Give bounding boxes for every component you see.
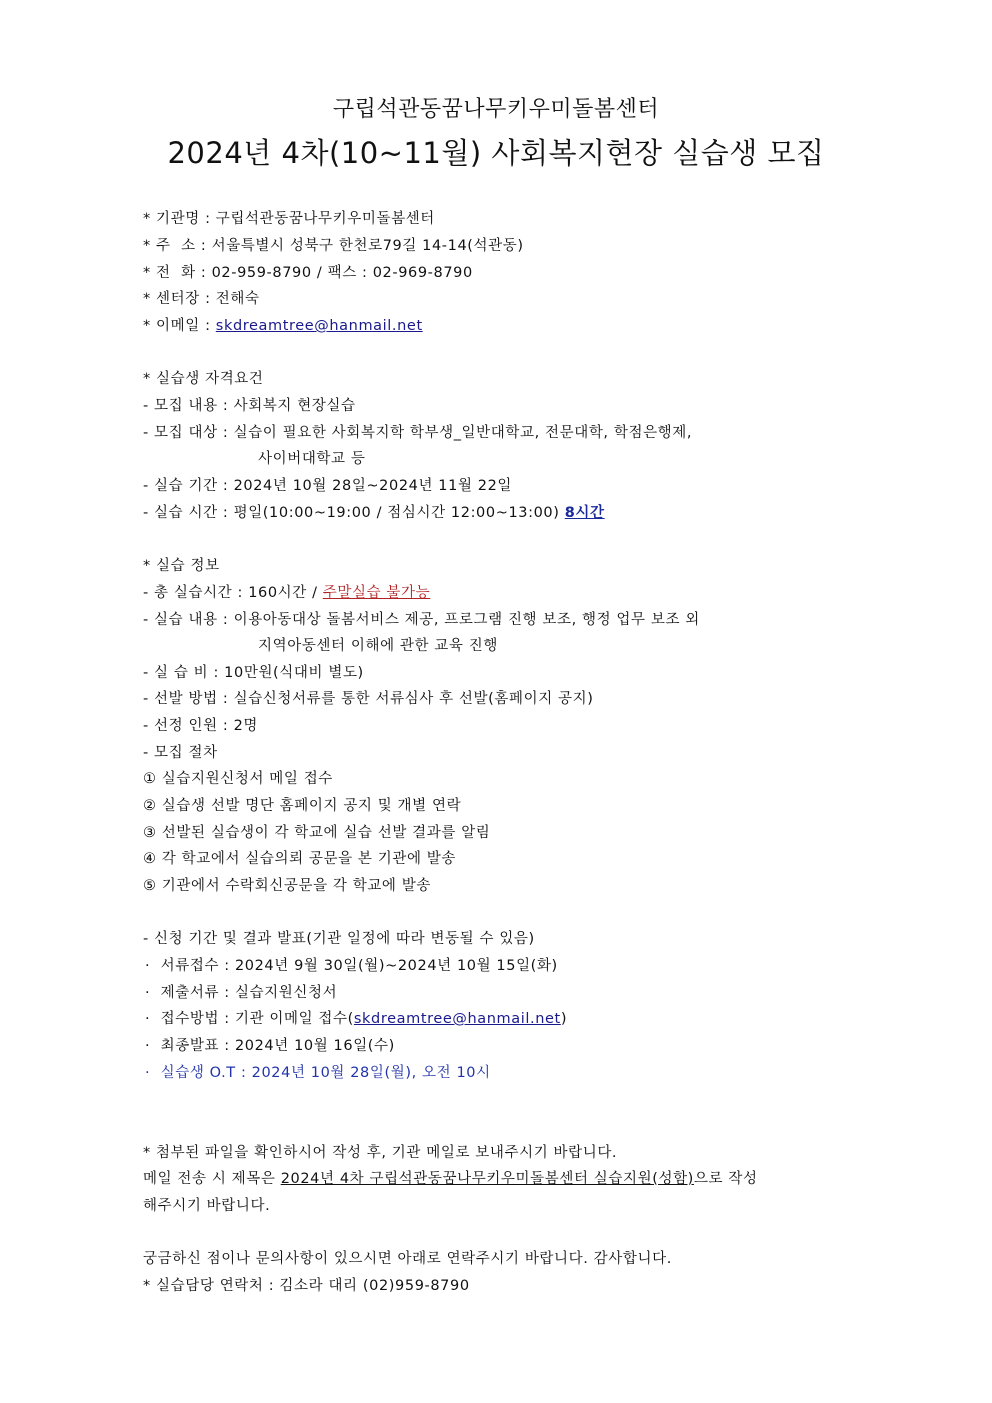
schedule-heading: - 신청 기간 및 결과 발표(기관 일정에 따라 변동될 수 있음) bbox=[143, 931, 535, 947]
recruit-content: - 모집 내용 : 사회복지 현장실습 bbox=[143, 398, 356, 414]
total-hours-line bbox=[143, 583, 430, 603]
schedule-documents: · 제출서류 : 실습지원신청서 bbox=[145, 985, 338, 1001]
selection-count: - 선정 인원 : 2명 bbox=[143, 718, 259, 734]
schedule-method: · 접수방법 : 기관 이메일 접수( bbox=[145, 1011, 354, 1027]
notice-inquiry: 궁금하신 점이나 문의사항이 있으시면 아래로 연락주시기 바랍니다. 감사합니다. bbox=[143, 1251, 672, 1267]
schedule-email-link[interactable]: skdreamtree@hanmail.net bbox=[353, 1011, 561, 1027]
practice-info-heading: * 실습 정보 bbox=[143, 558, 220, 574]
procedure-step: ④ 각 학교에서 실습의뢰 공문을 본 기관에 발송 bbox=[143, 851, 456, 867]
practice-time: - 실습 시간 : 평일(10:00~19:00 / 점심시간 12:00~13:00) bbox=[143, 505, 565, 521]
info-director: * 센터장 : 전해숙 bbox=[143, 291, 260, 307]
practice-content-cont: 지역아동센터 이해에 관한 교육 진행 bbox=[258, 638, 498, 654]
practice-period: - 실습 기간 : 2024년 10월 28일~2024년 11월 22일 bbox=[143, 478, 513, 494]
notice-subject-prefix: 메일 전송 시 제목은 bbox=[143, 1171, 281, 1187]
org-title: 구립석관동꿈나무키우미돌봄센터 bbox=[332, 97, 660, 122]
schedule-ot: · 실습생 O.T : 2024년 10월 28일(월), 오전 10시 bbox=[145, 1065, 491, 1081]
info-phone: * 전 화 : 02-959-8790 / 팩스 : 02-969-8790 bbox=[143, 265, 473, 281]
weekend-warning: 주말실습 불가능 bbox=[322, 585, 431, 601]
practice-content: - 실습 내용 : 이용아동대상 돌봄서비스 제공, 프로그램 진행 보조, 행정 업무 보조 외 bbox=[143, 612, 700, 628]
notice-line-2 bbox=[143, 1169, 758, 1189]
notice-line-3: 해주시기 바랍니다. bbox=[143, 1198, 271, 1214]
main-title: 2024년 4차(10~11월) 사회복지현장 실습생 모집 bbox=[167, 136, 825, 170]
notice-line-1: * 첨부된 파일을 확인하시어 작성 후, 기관 메일로 보내주시기 바랍니다. bbox=[143, 1145, 618, 1161]
selection-method: - 선발 방법 : 실습신청서류를 통한 서류심사 후 선발(홈페이지 공지) bbox=[143, 691, 594, 707]
procedure-step: ③ 선발된 실습생이 각 학교에 실습 선발 결과를 알림 bbox=[143, 825, 491, 841]
notice-subject-suffix: 으로 작성 bbox=[693, 1171, 758, 1187]
procedure-heading: - 모집 절차 bbox=[143, 745, 218, 761]
info-address: * 주 소 : 서울특별시 성북구 한천로79길 14-14(석관동) bbox=[143, 238, 524, 254]
schedule-receipt: · 서류접수 : 2024년 9월 30일(월)~2024년 10월 15일(화) bbox=[145, 958, 558, 974]
procedure-step: ② 실습생 선발 명단 홈페이지 공지 및 개별 연락 bbox=[143, 798, 462, 814]
schedule-method-close: ) bbox=[560, 1011, 568, 1027]
recruit-target-cont: 사이버대학교 등 bbox=[258, 451, 366, 467]
total-hours: - 총 실습시간 : 160시간 / bbox=[143, 585, 323, 601]
info-org-name: * 기관명 : 구립석관동꿈나무키우미돌봄센터 bbox=[143, 211, 435, 227]
schedule-final: · 최종발표 : 2024년 10월 16일(수) bbox=[145, 1038, 395, 1054]
notice-subject-format: 2024년 4차 구립석관동꿈나무키우미돌봄센터 실습지원(성함) bbox=[280, 1171, 694, 1187]
info-email-line bbox=[143, 316, 423, 336]
procedure-step: ① 실습지원신청서 메일 접수 bbox=[143, 771, 333, 787]
recruit-target: - 모집 대상 : 실습이 필요한 사회복지학 학부생_일반대학교, 전문대학, 학점은행제, bbox=[143, 425, 693, 441]
email-link[interactable]: skdreamtree@hanmail.net bbox=[215, 318, 423, 334]
practice-time-line bbox=[143, 503, 605, 523]
schedule-method-line bbox=[145, 1009, 567, 1029]
contact-info: * 실습담당 연락처 : 김소라 대리 (02)959-8790 bbox=[143, 1278, 470, 1294]
practice-fee: - 실 습 비 : 10만원(식대비 별도) bbox=[143, 665, 364, 681]
procedure-step: ⑤ 기관에서 수락회신공문을 각 학교에 발송 bbox=[143, 878, 431, 894]
info-email-label: * 이메일 : bbox=[143, 318, 216, 334]
qualification-heading: * 실습생 자격요건 bbox=[143, 371, 264, 387]
practice-hours-highlight: 8시간 bbox=[564, 505, 605, 521]
